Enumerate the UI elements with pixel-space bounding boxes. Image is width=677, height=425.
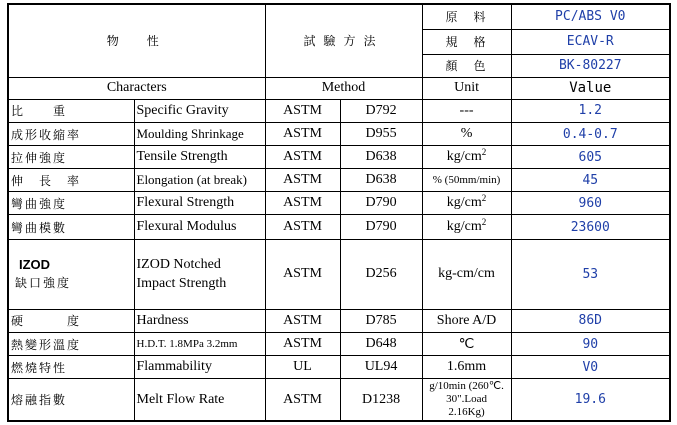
table-row — [8, 99, 670, 122]
table-row — [8, 356, 670, 379]
row-value: 90 — [511, 333, 670, 356]
row-standard: UL — [265, 356, 340, 379]
row-test-code: D1238 — [340, 379, 422, 421]
row-value: 45 — [511, 169, 670, 192]
method-header: Method — [265, 77, 422, 99]
table-row — [8, 192, 670, 215]
row-zh-label: 硬 度 — [8, 309, 134, 332]
mfr-unit-line1: g/10min (260℃. — [429, 380, 504, 393]
row-value: 86D — [511, 309, 670, 332]
row-zh-label: 拉伸強度 — [8, 146, 134, 169]
izod-en-line1: IZOD Notched — [136, 257, 221, 273]
row-en-label: Elongation (at break) — [134, 169, 265, 192]
row-en-label: Tensile Strength — [134, 146, 265, 169]
row-en-label: H.D.T. 1.8MPa 3.2mm — [134, 333, 265, 356]
material-spec-table — [7, 3, 671, 422]
row-unit: 1.6mm — [422, 356, 511, 379]
table-row — [8, 215, 670, 239]
row-standard: ASTM — [265, 309, 340, 332]
row-unit: $kg/cm^2$ — [422, 215, 511, 239]
row-unit: $kg/cm^2$ — [422, 192, 511, 215]
row-test-code: D790 — [340, 215, 422, 239]
row-unit: % — [422, 123, 511, 146]
row-unit: kg-cm/cm — [422, 239, 511, 309]
method-zh-header: 試驗方法 — [265, 4, 422, 77]
row-standard: ASTM — [265, 379, 340, 421]
row-value: 53 — [511, 239, 670, 309]
row-standard: ASTM — [265, 239, 340, 309]
grade-value: ECAV-R — [511, 29, 670, 54]
material-value: PC/ABS V0 — [511, 4, 670, 29]
material-label: 原 料 — [422, 4, 511, 29]
row-en-label: Moulding Shrinkage — [134, 123, 265, 146]
table-row — [8, 333, 670, 356]
row-test-code: UL94 — [340, 356, 422, 379]
row-test-code: D638 — [340, 146, 422, 169]
color-label: 顏 色 — [422, 54, 511, 77]
row-en-label: Melt Flow Rate — [134, 379, 265, 421]
row-zh-label: 彎曲模數 — [8, 215, 134, 239]
row-unit — [422, 379, 511, 421]
table-row — [8, 309, 670, 332]
izod-zh-line2: 缺口強度 — [15, 276, 72, 291]
row-test-code: D955 — [340, 123, 422, 146]
table-row — [8, 239, 670, 309]
row-value: 0.4-0.7 — [511, 123, 670, 146]
row-unit: % (50mm/min) — [422, 169, 511, 192]
row-standard: ASTM — [265, 169, 340, 192]
row-zh-label: 燃燒特性 — [8, 356, 134, 379]
row-en-label: Hardness — [134, 309, 265, 332]
row-standard: ASTM — [265, 215, 340, 239]
row-en-label — [134, 239, 265, 309]
row-en-label: Flexural Strength — [134, 192, 265, 215]
row-test-code: D256 — [340, 239, 422, 309]
row-en-label: Specific Gravity — [134, 99, 265, 122]
row-value: 19.6 — [511, 379, 670, 421]
characters-header: Characters — [8, 77, 265, 99]
mfr-unit-line3: 2.16Kg) — [448, 406, 485, 419]
row-zh-label — [8, 239, 134, 309]
unit-header: Unit — [422, 77, 511, 99]
row-zh-label: 成形收縮率 — [8, 123, 134, 146]
row-test-code: D792 — [340, 99, 422, 122]
row-zh-label: 伸 長 率 — [8, 169, 134, 192]
row-zh-label: 彎曲強度 — [8, 192, 134, 215]
mfr-unit-line2: 30".Load — [446, 393, 487, 406]
row-standard: ASTM — [265, 333, 340, 356]
column-header-row — [8, 77, 670, 99]
row-standard: ASTM — [265, 192, 340, 215]
table-row — [8, 146, 670, 169]
izod-en-line2: Impact Strength — [136, 276, 227, 292]
row-unit: ℃ — [422, 333, 511, 356]
row-value: 1.2 — [511, 99, 670, 122]
izod-zh-line1: IZOD — [19, 257, 51, 273]
row-test-code: D785 — [340, 309, 422, 332]
table-row — [8, 379, 670, 421]
row-value: 960 — [511, 192, 670, 215]
row-value: 23600 — [511, 215, 670, 239]
grade-label: 規 格 — [422, 29, 511, 54]
row-value: 605 — [511, 146, 670, 169]
row-zh-label: 熔融指數 — [8, 379, 134, 421]
row-zh-label: 熱變形溫度 — [8, 333, 134, 356]
color-value: BK-80227 — [511, 54, 670, 77]
row-en-label: Flammability — [134, 356, 265, 379]
row-test-code: D648 — [340, 333, 422, 356]
row-en-label: Flexural Modulus — [134, 215, 265, 239]
row-standard: ASTM — [265, 123, 340, 146]
table-row — [8, 169, 670, 192]
row-unit: --- — [422, 99, 511, 122]
row-unit: $kg/cm^2$ — [422, 146, 511, 169]
property-zh-header: 物 性 — [8, 4, 265, 77]
header-row-material — [8, 4, 670, 29]
row-value: V0 — [511, 356, 670, 379]
row-unit: Shore A/D — [422, 309, 511, 332]
row-test-code: D790 — [340, 192, 422, 215]
value-header: Value — [511, 77, 670, 99]
row-standard: ASTM — [265, 146, 340, 169]
row-standard: ASTM — [265, 99, 340, 122]
row-zh-label: 比 重 — [8, 99, 134, 122]
row-test-code: D638 — [340, 169, 422, 192]
table-row — [8, 123, 670, 146]
